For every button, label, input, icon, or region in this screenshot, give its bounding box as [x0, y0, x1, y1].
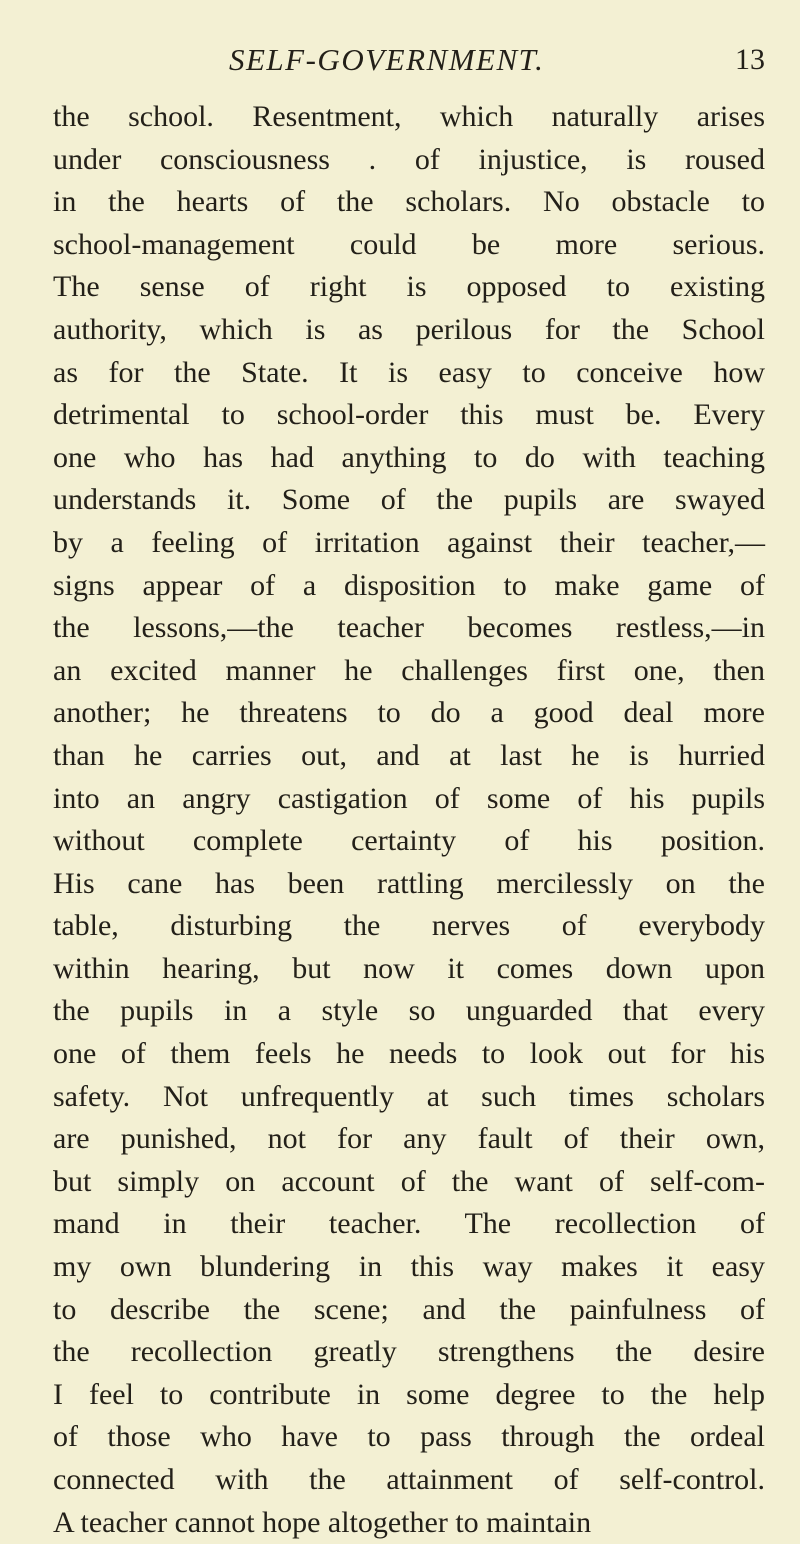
text-line: an excited manner he challenges first one, then — [53, 653, 765, 687]
text-line: mand in their teacher. The recollection of — [53, 1207, 765, 1241]
text-line: as for the State. It is easy to conceive how — [53, 355, 765, 389]
text-line: without complete certainty of his position. — [53, 824, 765, 858]
text-line: I feel to contribute in some degree to the help — [53, 1377, 765, 1411]
text-line: are punished, not for any fault of their own, — [53, 1122, 765, 1156]
text-line: detrimental to school-order this must be. Every — [53, 398, 765, 432]
text-line: the lessons,—the teacher becomes restless,—in — [53, 611, 765, 645]
text-line: but simply on account of the want of self-com- — [53, 1164, 765, 1198]
running-title: SELF-GOVERNMENT. — [229, 42, 545, 77]
text-line: my own blundering in this way makes it easy — [53, 1250, 765, 1284]
text-line: by a feeling of irritation against their teacher,— — [53, 525, 765, 559]
text-line: another; he threatens to do a good deal more — [53, 696, 765, 730]
page-number: 13 — [735, 43, 765, 76]
text-line: table, disturbing the nerves of everybody — [53, 909, 765, 943]
text-line: within hearing, but now it comes down upon — [53, 951, 765, 985]
text-line: the school. Resentment, which naturally arises — [53, 100, 765, 133]
text-line: into an angry castigation of some of his pupils — [53, 781, 765, 815]
text-line: signs appear of a disposition to make game of — [53, 568, 765, 602]
text-line: in the hearts of the scholars. No obstacle to — [53, 185, 765, 219]
text-line: the recollection greatly strengthens the desire — [53, 1335, 765, 1369]
text-line: one who has had anything to do with teaching — [53, 440, 765, 474]
running-head — [0, 40, 800, 88]
text-line: to describe the scene; and the painfulness of — [53, 1292, 765, 1326]
text-line: of those who have to pass through the ordeal — [53, 1420, 765, 1454]
text-line: authority, which is as perilous for the School — [53, 312, 765, 346]
text-line: His cane has been rattling mercilessly on the — [53, 866, 765, 900]
text-line: The sense of right is opposed to existing — [53, 270, 765, 304]
text-line: one of them feels he needs to look out for his — [53, 1037, 765, 1071]
text-line: safety. Not unfrequently at such times scholars — [53, 1079, 765, 1113]
text-line: under consciousness . of injustice, is roused — [53, 142, 765, 176]
text-line: the pupils in a style so unguarded that every — [53, 994, 765, 1028]
text-line: A teacher cannot hope altogether to maintain — [53, 1505, 592, 1539]
text-line: understands it. Some of the pupils are swayed — [53, 483, 765, 517]
text-line: school-management could be more serious. — [53, 227, 765, 261]
body-text — [53, 96, 765, 1544]
text-line: connected with the attainment of self-control. — [53, 1463, 765, 1496]
text-line: than he carries out, and at last he is hurried — [53, 738, 765, 772]
